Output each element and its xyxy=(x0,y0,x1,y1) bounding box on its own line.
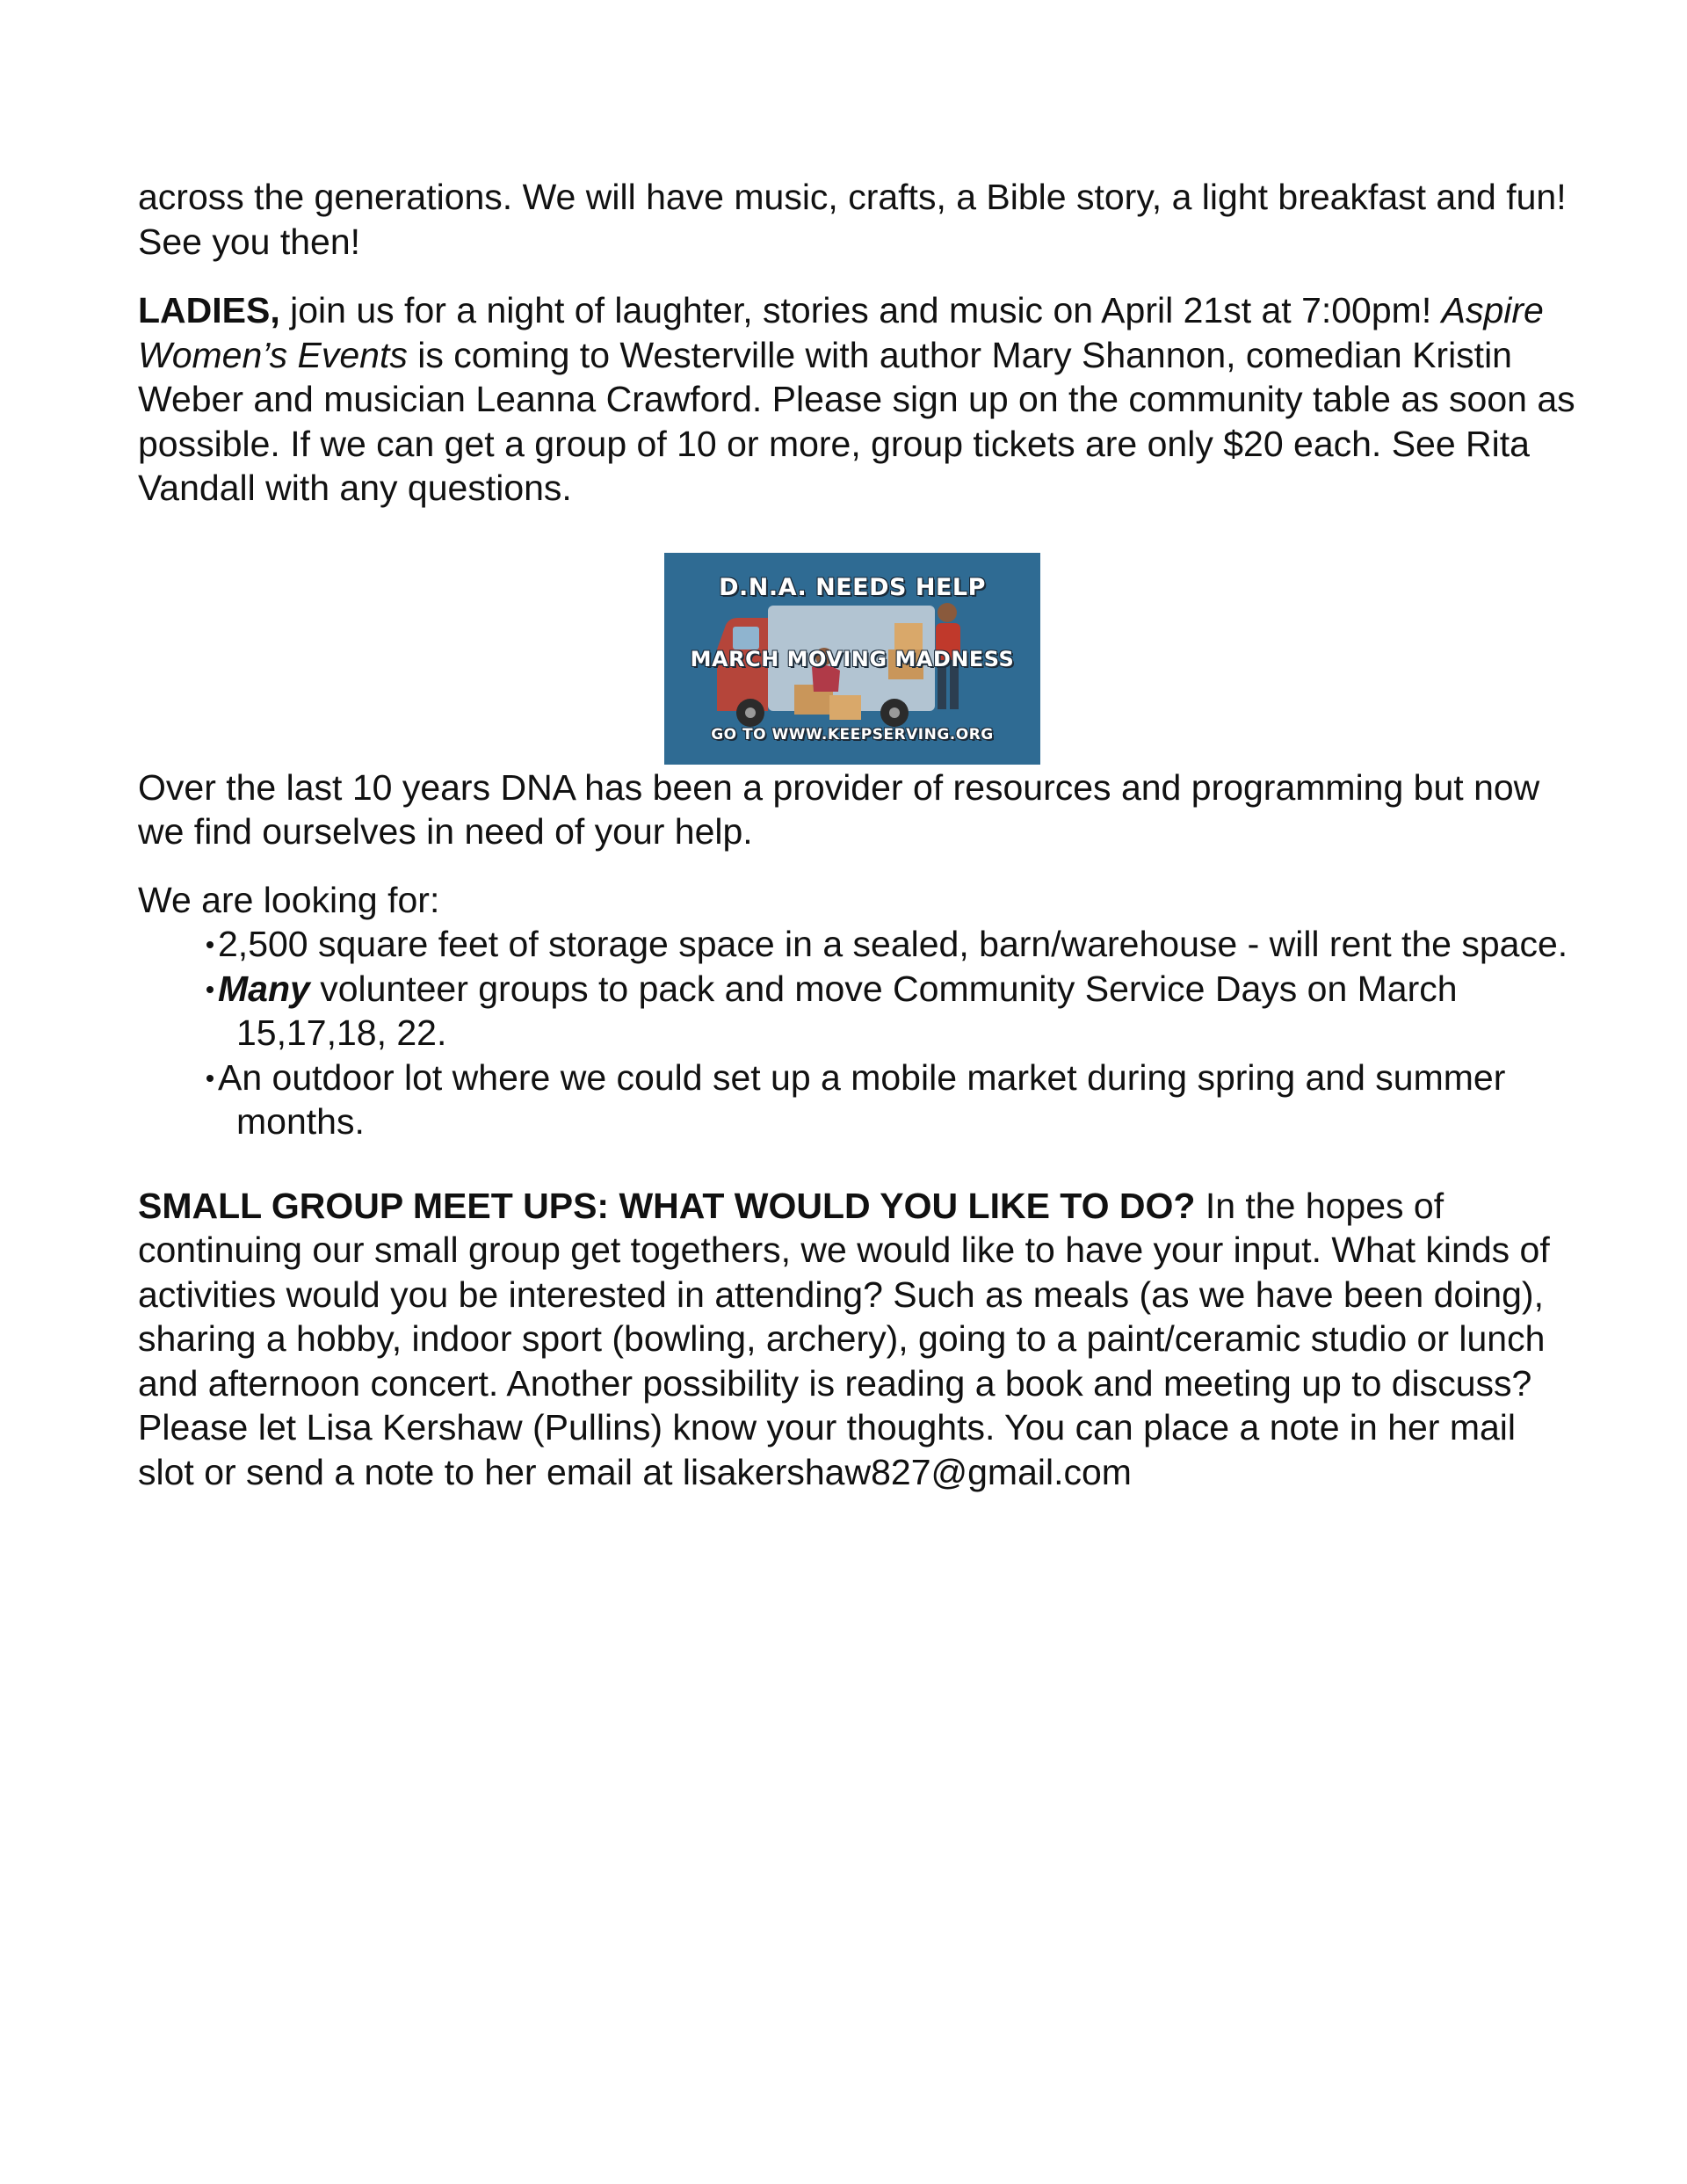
bullet-icon xyxy=(206,1056,218,1100)
banner-container xyxy=(138,553,1579,765)
list-item xyxy=(138,922,1579,967)
ladies-text-2: is coming to Westerville with author Mary Shannon, comedian Kristin Weber and musician Leanna Crawford. Please sign up on the community table as soon as possible. If we can get a group of 10 or more, group tickets are only $20 each. See Rita Vandall with any questions. xyxy=(138,334,1575,508)
small-group-paragraph xyxy=(138,1184,1579,1495)
needs-list xyxy=(138,922,1579,1144)
list-item xyxy=(138,1056,1579,1144)
list-item-text: An outdoor lot where we could set up a mobile market during spring and summer months. xyxy=(218,1056,1506,1142)
bullet-icon xyxy=(206,967,218,1012)
banner-url: GO TO WWW.KEEPSERVING.ORG xyxy=(711,725,994,744)
list-item xyxy=(138,967,1579,1056)
ladies-lead: LADIES, xyxy=(138,290,280,330)
ladies-paragraph xyxy=(138,288,1579,511)
event-name: Aspire Women’s Events xyxy=(138,290,1544,375)
dna-intro-paragraph: Over the last 10 years DNA has been a provider of resources and programming but now we find ourselves in need of your help. xyxy=(138,766,1540,852)
banner-subtitle: MARCH MOVING MADNESS xyxy=(690,646,1015,671)
list-item-emphasis: Many xyxy=(218,968,310,1009)
intro-paragraph: across the generations. We will have music, crafts, a Bible story, a light breakfast and fun! See you then! xyxy=(138,177,1567,262)
small-group-heading: SMALL GROUP MEET UPS: WHAT WOULD YOU LIKE TO DO? xyxy=(138,1185,1196,1226)
page-content xyxy=(138,175,1579,1494)
banner-title: D.N.A. NEEDS HELP xyxy=(719,573,986,601)
bullet-icon xyxy=(206,922,218,967)
ladies-text-1: join us for a night of laughter, stories and music on April 21st at 7:00pm! xyxy=(279,290,1442,330)
small-group-text: In the hopes of continuing our small group get togethers, we would like to have your input. What kinds of activities would you be interested in attending? Such as meals (as we have been doing), sharing a hobby, indoor sport (bowling, archery), going to a paint/ceramic studio or lunch and afternoon concert. Another possibility is reading a book and meeting up to discuss? Please let Lisa Kershaw (Pullins) know your thoughts. You can place a note in her mail slot or send a note to her email at lisakershaw827@gmail.com xyxy=(138,1185,1550,1492)
looking-for-label: We are looking for: xyxy=(138,879,440,920)
list-item-text: 2,500 square feet of storage space in a sealed, barn/warehouse - will rent the space. xyxy=(218,924,1568,964)
list-item-text: volunteer groups to pack and move Community Service Days on March 15,17,18, 22. xyxy=(236,968,1458,1053)
dna-needs-help-banner xyxy=(664,553,1040,765)
